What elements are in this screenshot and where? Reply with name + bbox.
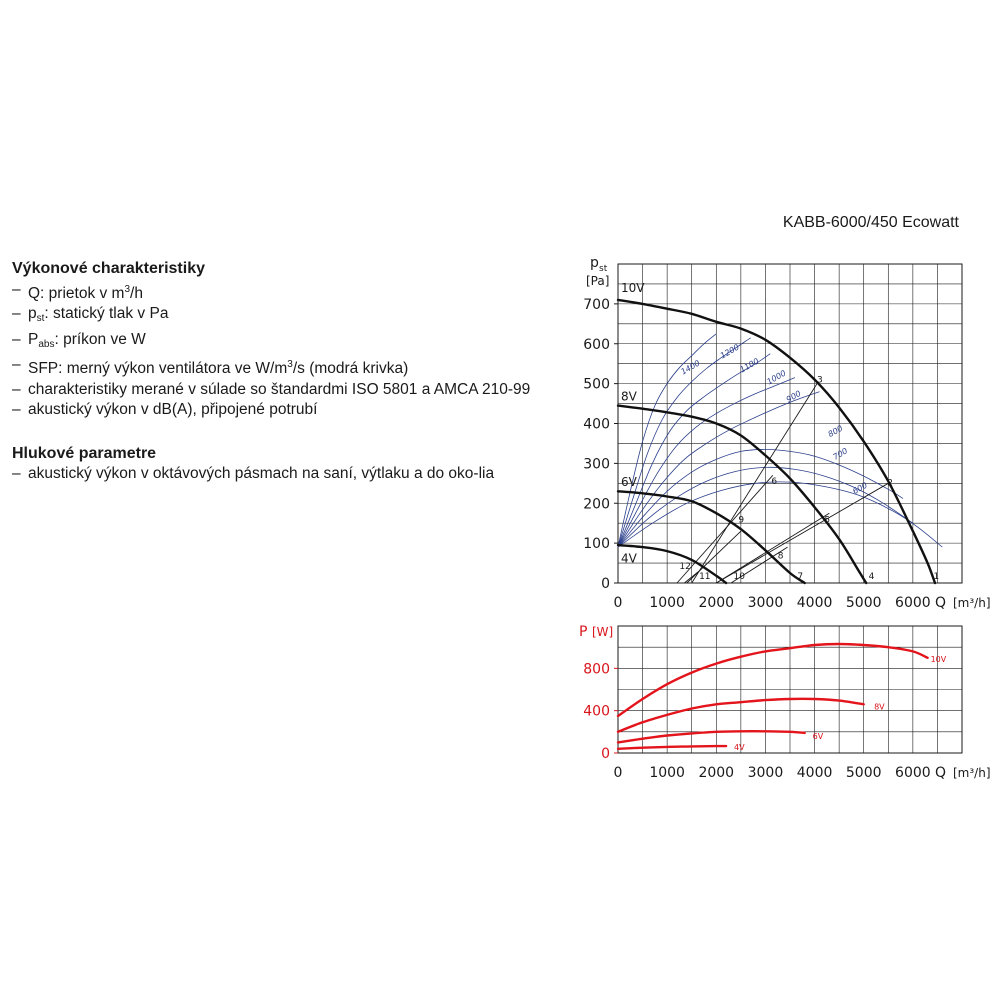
operating-point-label: 4 xyxy=(868,572,875,583)
operating-point-label: 7 xyxy=(797,572,804,583)
power-y-tick-label: 800 xyxy=(583,661,610,678)
operating-point-label: 11 xyxy=(699,572,711,583)
pressure-x-tick-label: 2000 xyxy=(698,595,735,611)
operating-point-label: 8 xyxy=(777,551,784,562)
operating-line xyxy=(677,475,773,583)
item-subscript: st xyxy=(36,313,45,325)
pressure-y-tick-label: 700 xyxy=(583,296,610,313)
item-text: charakteristiky merané v súlade so štandardmi ISO 5801 a AMCA 210-99 xyxy=(28,380,531,398)
sfp-curve-label: 1400 xyxy=(679,358,702,377)
pressure-y-tick-label: 200 xyxy=(583,496,610,513)
pressure-x-label: Q xyxy=(935,595,947,611)
operating-line xyxy=(716,480,888,583)
item-text: p xyxy=(28,305,37,323)
operating-point-label: 5 xyxy=(824,515,831,526)
power-x-tick-label: 0 xyxy=(613,765,623,781)
item-text: Q: prietok v m xyxy=(28,284,125,302)
operating-point-label: 2 xyxy=(887,478,894,489)
pressure-series-label: 4V xyxy=(621,551,637,566)
pressure-x-tick-label: 6000 xyxy=(895,595,931,611)
power-series-label: 8V xyxy=(874,702,885,712)
pressure-x-tick-label: 3000 xyxy=(747,595,784,611)
pressure-y-unit: [Pa] xyxy=(586,274,610,288)
item-text: SFP: merný výkon ventilátora ve W/m xyxy=(28,360,288,378)
power-x-tick-label: 3000 xyxy=(747,765,784,781)
item-superscript: 3 xyxy=(287,359,293,371)
item-subscript: abs xyxy=(38,338,55,350)
sfp-curve-label: 1200 xyxy=(718,342,741,361)
pressure-series-label: 6V xyxy=(621,475,637,490)
item-superscript: 3 xyxy=(124,283,131,295)
pressure-grid xyxy=(618,264,962,583)
power-x-tick-label: 1000 xyxy=(649,765,685,781)
power-x-tick-label: 4000 xyxy=(796,765,833,781)
item-text: P xyxy=(28,330,39,348)
operating-point-label: 9 xyxy=(738,515,745,526)
pressure-y-tick-label: 600 xyxy=(583,336,610,353)
operating-point-label: 1 xyxy=(933,572,940,583)
power-y-label: P xyxy=(579,624,588,640)
sfp-curve-label: 800 xyxy=(826,423,845,440)
power-x-tick-label: 5000 xyxy=(845,765,882,781)
pressure-x-tick-label: 5000 xyxy=(845,595,882,611)
pressure-x-tick-label: 4000 xyxy=(796,595,833,611)
power-x-tick-label: 6000 xyxy=(895,765,931,781)
performance-heading: Výkonové charakteristiky xyxy=(12,260,205,277)
item-text-suffix: : príkon ve W xyxy=(54,330,146,348)
pressure-series-10v xyxy=(618,300,935,583)
power-series-label: 10V xyxy=(930,654,947,664)
pressure-series-label: 8V xyxy=(621,389,637,404)
power-series-6v xyxy=(618,731,805,742)
item-text-suffix: /h xyxy=(130,284,143,302)
pressure-y-tick-label: 0 xyxy=(601,576,610,592)
operating-point-label: 12 xyxy=(679,562,691,573)
noise-heading: Hlukové parametre xyxy=(12,444,157,462)
sfp-curve-label: 1000 xyxy=(765,368,788,387)
power-grid xyxy=(618,626,962,753)
power-y-unit: [W] xyxy=(592,625,614,639)
pressure-y-tick-label: 400 xyxy=(583,416,610,433)
pressure-x-tick-label: 1000 xyxy=(649,595,685,611)
item-text-suffix: : statický tlak v Pa xyxy=(44,305,169,323)
item-text: akustický výkon v dB(A), připojené potrubí xyxy=(28,401,318,419)
pressure-x-tick-label: 0 xyxy=(613,595,623,611)
power-series-label: 6V xyxy=(812,732,824,742)
pressure-y-label-sub: st xyxy=(599,264,608,274)
sfp-curves xyxy=(618,334,942,547)
pressure-y-tick-label: 300 xyxy=(583,456,610,473)
power-x-tick-label: 2000 xyxy=(698,765,735,781)
operating-point-label: 3 xyxy=(817,375,823,386)
power-y-tick-label: 400 xyxy=(583,703,610,720)
sfp-curve-label: 900 xyxy=(784,388,803,405)
item-text: akustický výkon v oktávových pásmach na saní, výtlaku a do oko-lia xyxy=(28,465,495,483)
power-series-label: 4V xyxy=(734,743,745,753)
pressure-y-tick-label: 500 xyxy=(583,376,610,393)
chart-title: KABB-6000/450 Ecowatt xyxy=(782,214,959,231)
item-text-suffix: /s (modrá krivka) xyxy=(292,360,409,378)
pressure-y-tick-label: 100 xyxy=(583,536,610,553)
operating-point-label: 6 xyxy=(771,477,778,488)
sfp-curve-label: 600 xyxy=(851,480,869,497)
power-series-4v xyxy=(618,746,726,749)
power-x-label: Q xyxy=(935,765,947,781)
sfp-curve xyxy=(618,392,820,547)
sfp-curve-label: 700 xyxy=(831,446,850,462)
pressure-y-label: p xyxy=(590,255,599,271)
sfp-curve-label: 1100 xyxy=(738,356,761,375)
operating-point-label: 10 xyxy=(733,572,745,583)
sfp-curve xyxy=(618,449,903,547)
power-y-tick-label: 0 xyxy=(601,746,610,762)
power-x-unit: [m³/h] xyxy=(953,766,991,780)
pressure-series-label: 10V xyxy=(621,280,645,295)
pressure-x-unit: [m³/h] xyxy=(953,596,991,610)
